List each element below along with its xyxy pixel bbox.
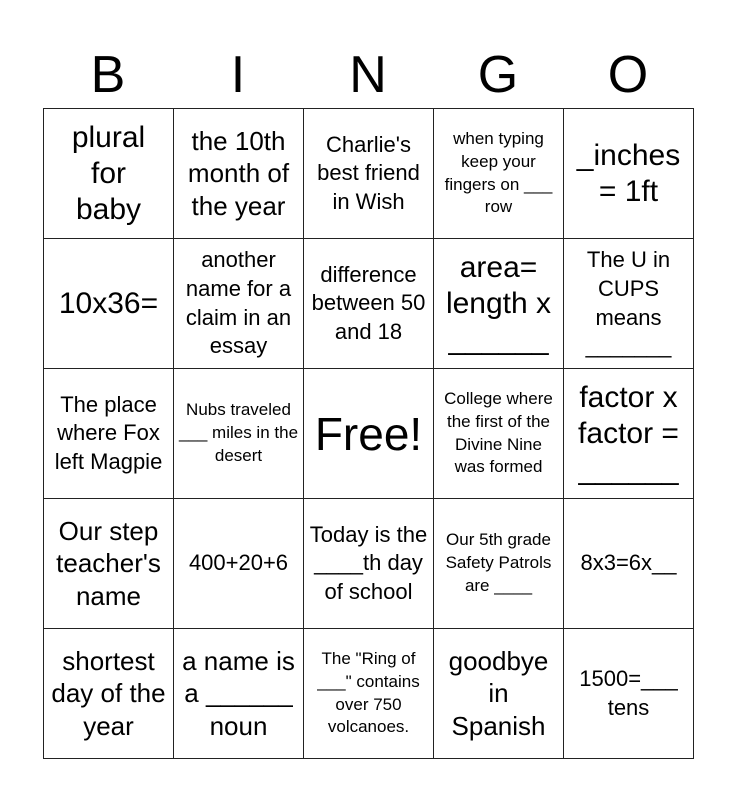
- bingo-cell[interactable]: shortest day of the year: [44, 629, 174, 759]
- bingo-row: [44, 239, 694, 369]
- bingo-cell[interactable]: another name for a claim in an essay: [174, 239, 304, 369]
- bingo-cell[interactable]: 400+20+6: [174, 499, 304, 629]
- bingo-row: [44, 109, 694, 239]
- bingo-cell[interactable]: a name is a ______ noun: [174, 629, 304, 759]
- bingo-grid: [43, 108, 694, 759]
- bingo-cell[interactable]: College where the first of the Divine Nine was formed: [434, 369, 564, 499]
- header-letter-g: G: [477, 46, 519, 104]
- bingo-cell[interactable]: The place where Fox left Magpie: [44, 369, 174, 499]
- bingo-cell[interactable]: when typing keep your fingers on ___ row: [434, 109, 564, 239]
- bingo-cell[interactable]: Our 5th grade Safety Patrols are ____: [434, 499, 564, 629]
- bingo-header: [43, 42, 693, 108]
- bingo-cell[interactable]: Today is the ____th day of school: [304, 499, 434, 629]
- header-letter-b: B: [90, 46, 126, 104]
- header-letter-n: N: [349, 46, 387, 104]
- bingo-cell[interactable]: Nubs traveled ___ miles in the desert: [174, 369, 304, 499]
- bingo-row: [44, 369, 694, 499]
- bingo-cell[interactable]: Charlie's best friend in Wish: [304, 109, 434, 239]
- bingo-cell[interactable]: plural for baby: [44, 109, 174, 239]
- header-letter-i: I: [230, 46, 246, 104]
- bingo-cell[interactable]: 8x3=6x__: [564, 499, 694, 629]
- bingo-cell[interactable]: goodbye in Spanish: [434, 629, 564, 759]
- bingo-cell[interactable]: _inches = 1ft: [564, 109, 694, 239]
- header-letter-o: O: [607, 46, 649, 104]
- bingo-cell[interactable]: factor x factor = ______: [564, 369, 694, 499]
- bingo-cell[interactable]: the 10th month of the year: [174, 109, 304, 239]
- bingo-cell[interactable]: The U in CUPS means _______: [564, 239, 694, 369]
- bingo-cell[interactable]: 1500=___ tens: [564, 629, 694, 759]
- bingo-row: [44, 499, 694, 629]
- bingo-row: [44, 629, 694, 759]
- bingo-cell[interactable]: difference between 50 and 18: [304, 239, 434, 369]
- bingo-cell[interactable]: 10x36=: [44, 239, 174, 369]
- free-space[interactable]: Free!: [304, 369, 434, 499]
- bingo-cell[interactable]: Our step teacher's name: [44, 499, 174, 629]
- bingo-cell[interactable]: The "Ring of ___" contains over 750 volcanoes.: [304, 629, 434, 759]
- bingo-cell[interactable]: area= length x ______: [434, 239, 564, 369]
